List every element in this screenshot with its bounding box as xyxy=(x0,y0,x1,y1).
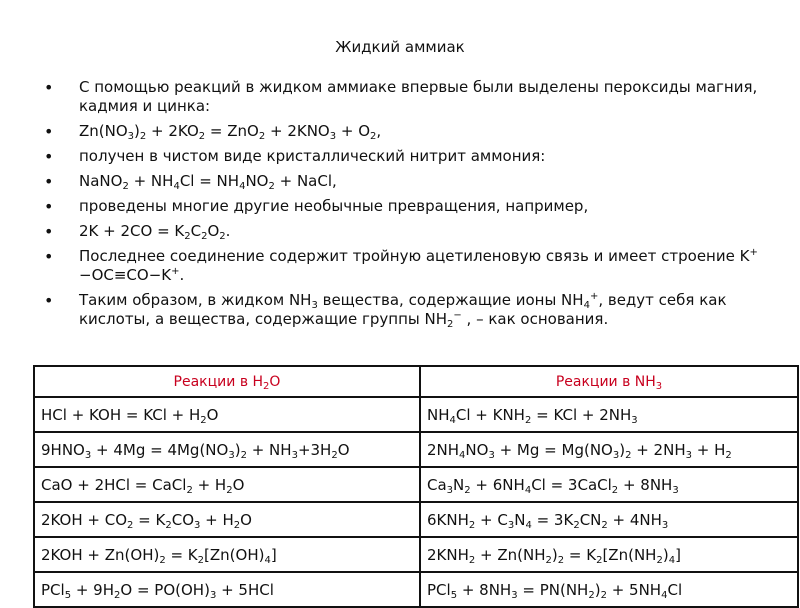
reactions-table xyxy=(33,365,799,608)
cell-h2o: $PCl_5 + 9H_2O = PO(OH)_3 + 5HCl$ xyxy=(34,572,420,607)
table-row xyxy=(34,432,798,467)
cell-h2o: $2KOH + CO_2 = K_2CO_3 + H_2O$ xyxy=(34,502,420,537)
table-row xyxy=(34,397,798,432)
cell-nh3: $6KNH_2 + C_3N_4 = 3K_2CN_2 + 4NH_3$ xyxy=(420,502,798,537)
table-row xyxy=(34,467,798,502)
reactions-table-container xyxy=(33,365,797,608)
table-header-row xyxy=(34,366,798,397)
header-h2o: Реакции в $H_2O$ xyxy=(34,366,420,397)
cell-nh3: $Ca_3N_2 + 6NH_4Cl$ = 3CaCl$_2$ + $8NH_3$ xyxy=(420,467,798,502)
cell-nh3: $2NH_4NO_3 + Mg = Mg(NO_3)_2 + 2NH_3 + H_2$ xyxy=(420,432,798,467)
bullet-item: • проведены многие другие необычные превращения, например, xyxy=(44,197,764,216)
bullet-item: • Последнее соединение содержит тройную ацетиленовую связь и имеет строение K+−OC≡CO−K+. xyxy=(44,247,764,285)
slide-title: Жидкий аммиак xyxy=(335,38,465,56)
bullet-item: • С помощью реакций в жидком аммиаке впервые были выделены пероксиды магния, кадмия и цинка: xyxy=(44,78,764,116)
bullet-item: • NaNO$_2$ + $NH_4Cl = NH_4NO_2$ + NaCl, xyxy=(44,172,764,191)
cell-h2o: $9HNO_3 + 4Mg = 4Mg(NO_3)_2 + NH_3+3H_2O$ xyxy=(34,432,420,467)
cell-nh3: $NH_4Cl + KNH_2$ = KCl + $2NH_3$ xyxy=(420,397,798,432)
cell-h2o: $2KOH + Zn(OH)_2 = K_2[Zn(OH)_4]$ xyxy=(34,537,420,572)
cell-h2o: HCl + KOH = KCl + $H_2O$ xyxy=(34,397,420,432)
header-nh3: Реакции в $NH_3$ xyxy=(420,366,798,397)
bullet-list xyxy=(44,78,764,335)
cell-h2o: CaO + 2HCl = CaCl$_2$ + $H_2O$ xyxy=(34,467,420,502)
table-row xyxy=(34,502,798,537)
table-row xyxy=(34,572,798,607)
bullet-item: • $Zn(NO_3)_2 + 2KO_2 = ZnO_2 + 2KNO_3 + O_2$, xyxy=(44,122,764,141)
bullet-item: • Таким образом, в жидком $NH_3$ вещества, содержащие ионы $NH_4^+$, ведут себя как кислоты, а вещества, содержащие группы $NH_2^-$ , – как основания. xyxy=(44,291,764,329)
bullet-item: • $2K + 2CO = K_2C_2O_2$. xyxy=(44,222,764,241)
bullet-item: • получен в чистом виде кристаллический нитрит аммония: xyxy=(44,147,764,166)
table-row xyxy=(34,537,798,572)
cell-nh3: $2KNH_2 + Zn(NH_2)_2 = K_2[Zn(NH_2)_4]$ xyxy=(420,537,798,572)
cell-nh3: $PCl_5 + 8NH_3 = PN(NH_2)_2 + 5NH_4Cl$ xyxy=(420,572,798,607)
